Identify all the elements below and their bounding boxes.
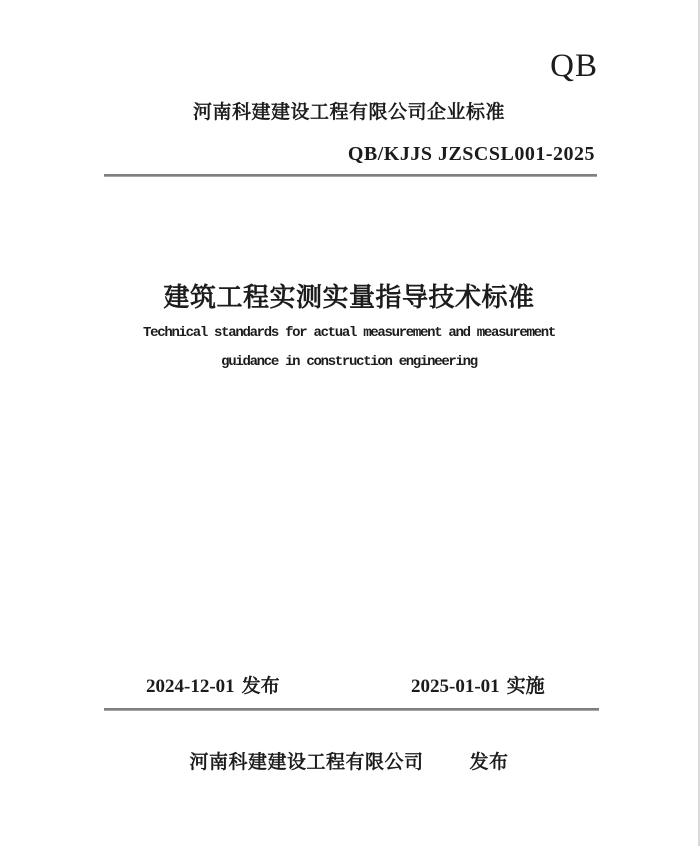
implement-date: 2025-01-01 [411,676,500,697]
implement-label: 实施 [506,676,545,697]
document-title-zh: 建筑工程实测实量指导技术标准 [163,283,535,312]
document-title-en-line1: Technical standards for actual measurement and measurement [143,325,555,341]
issue-label: 发布 [241,676,280,697]
header-rule [104,174,597,177]
implement-date-line [411,676,545,699]
standard-code: QB/KJJS JZSCSL001-2025 [347,143,595,165]
publisher-name: 河南科建建设工程有限公司 [189,752,424,773]
issue-date-line [146,676,280,699]
publisher-line [0,752,698,775]
org-standard-title: 河南科建建设工程有限公司企业标准 [192,102,505,123]
issue-date: 2024-12-01 [146,676,235,697]
classification-mark: QB [550,48,598,84]
publish-label: 发布 [469,752,509,773]
document-title-en-line2: guidance in construction engineering [221,354,477,370]
footer-rule [104,708,599,711]
